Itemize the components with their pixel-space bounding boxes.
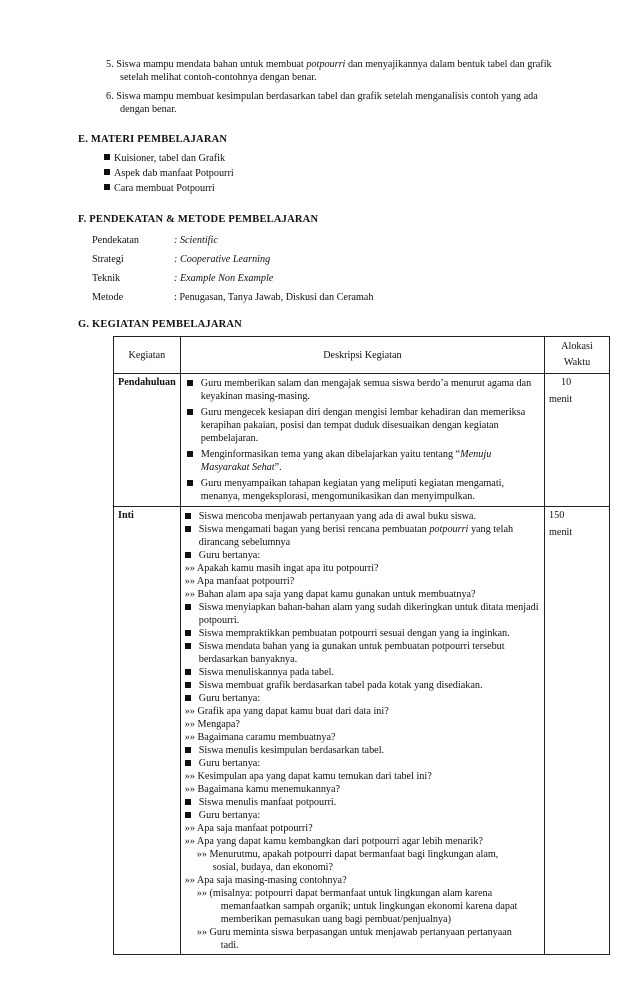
list-item: Guru menyampaikan tahapan kegiatan yang meliputi kegiatan mengamati, menanya, mengeksplorasi, mengomunikasikan dan menyimpulkan. (185, 477, 540, 503)
list-item: Guru mengecek kesiapan diri dengan mengisi lembar kehadiran dan memeriksa kerapihan pakaian, posisi dan tempat duduk disesuaikan dengan kegiatan pembelajaran. (185, 406, 540, 445)
list-item: »» Apa manfaat potpourri? (184, 576, 295, 587)
list-item: memberikan pemasukan uang bagi pembuat/penjualnya) (220, 914, 452, 925)
list-item: »» Guru meminta siswa berpasangan untuk menjawab pertanyaan pertanyaan (196, 927, 512, 938)
bullet-square-icon (185, 669, 191, 675)
deskripsi-inti (180, 507, 544, 955)
bullet-square-icon (185, 630, 191, 636)
materi-item: Kuisioner, tabel dan Grafik (104, 152, 234, 165)
section-f-title: F. PENDEKATAN & METODE PEMBELAJARAN (78, 214, 319, 225)
bullet-square-icon (187, 380, 193, 386)
deskripsi-pendahuluan (180, 374, 544, 507)
bullet-square-icon (185, 695, 191, 701)
list-item: Siswa menuliskannya pada tabel. (185, 666, 540, 679)
bullet-square-icon (104, 184, 110, 190)
bullet-square-icon (187, 451, 193, 457)
pendekatan-table (92, 234, 373, 310)
list-item: »» Bagaimana kamu menemukannya? (184, 784, 341, 795)
bullet-square-icon (185, 812, 191, 818)
list-item: Siswa mempraktikkan pembuatan potpourri sesuai dengan yang ia inginkan. (185, 627, 540, 640)
header-deskripsi: Deskripsi Kegiatan (180, 337, 544, 374)
list-item: »» Kesimpulan apa yang dapat kamu temukan dari tabel ini? (184, 771, 432, 782)
list-item: Siswa menulis manfaat potpourri. (185, 796, 540, 809)
bullet-square-icon (185, 747, 191, 753)
list-item: Siswa mendata bahan yang ia gunakan untuk pembuatan potpourri tersebut berdasarkan banyaknya. (185, 640, 540, 666)
list-item: Siswa menyiapkan bahan-bahan alam yang sudah dikeringkan untuk ditata menjadi potpourri. (185, 601, 540, 627)
list-item: »» Menurutmu, apakah potpourri dapat bermanfaat bagi lingkungan alam, (196, 849, 499, 860)
header-alokasi: Alokasi Waktu (545, 337, 610, 374)
list-item: Siswa membuat grafik berdasarkan tabel pada kotak yang disediakan. (185, 679, 540, 692)
list-item: Siswa mencoba menjawab pertanyaan yang ada di awal buku siswa. (185, 510, 540, 523)
bullet-square-icon (104, 154, 110, 160)
objective-6: 6. Siswa mampu membuat kesimpulan berdasarkan tabel dan grafik setelah menganalisis contoh yang ada dengan benar. (106, 91, 538, 115)
list-item: »» Apa saja manfaat potpourri? (184, 823, 313, 834)
list-item: »» Mengapa? (184, 719, 240, 730)
kegiatan-table (113, 336, 610, 955)
pendekatan-row: Pendekatan : Scientific (92, 235, 218, 246)
list-item: Siswa menulis kesimpulan berdasarkan tabel. (185, 744, 540, 757)
bullet-square-icon (185, 799, 191, 805)
materi-item: Cara membuat Potpourri (104, 182, 234, 195)
label-pendahuluan: Pendahuluan (114, 374, 181, 507)
waktu-inti: 150 menit (545, 507, 610, 955)
list-item: Guru bertanya: (185, 692, 540, 705)
objective-6-number: 6. (106, 91, 114, 102)
bullet-square-icon (185, 643, 191, 649)
bullet-square-icon (185, 604, 191, 610)
list-item: »» (misalnya: potpourri dapat bermanfaat untuk lingkungan alam karena (196, 888, 493, 899)
list-item: Guru bertanya: (185, 549, 540, 562)
table-row-inti (114, 507, 610, 955)
strategi-row: Strategi : Cooperative Learning (92, 254, 271, 265)
objective-5-number: 5. (106, 59, 114, 70)
table-row-pendahuluan (114, 374, 610, 507)
materi-list (104, 152, 234, 195)
list-item: Guru bertanya: (185, 757, 540, 770)
bullet-square-icon (185, 526, 191, 532)
bullet-square-icon (185, 760, 191, 766)
bullet-square-icon (187, 409, 193, 415)
objective-5: 5. Siswa mampu mendata bahan untuk membuat potpourri dan menyajikannya dalam bentuk tabel dan grafik setelah melihat contoh-contohnya dengan benar. (106, 59, 552, 83)
list-item: »» Bahan alam apa saja yang dapat kamu gunakan untuk membuatnya? (184, 589, 476, 600)
bullet-square-icon (185, 513, 191, 519)
teknik-row: Teknik : Example Non Example (92, 273, 274, 284)
list-item: »» Apa saja masing-masing contohnya? (184, 875, 347, 886)
header-kegiatan: Kegiatan (114, 337, 181, 374)
metode-row: Metode : Penugasan, Tanya Jawab, Diskusi dan Ceramah (92, 292, 374, 303)
table-header-row (114, 337, 610, 374)
bullet-square-icon (185, 552, 191, 558)
list-item: Siswa mengamati bagan yang berisi rencana pembuatan potpourri yang telah dirancang sebelumnya (185, 523, 540, 549)
section-g-title: G. KEGIATAN PEMBELAJARAN (78, 319, 242, 330)
bullet-square-icon (104, 169, 110, 175)
bullet-square-icon (187, 480, 193, 486)
list-item: Menginformasikan tema yang akan dibelajarkan yaitu tentang “Menuju Masyarakat Sehat”. (185, 448, 540, 474)
list-item: »» Bagaimana caramu membuatnya? (184, 732, 336, 743)
waktu-pendahuluan: 10 menit (545, 374, 610, 507)
list-item: memanfaatkan sampah organik; untuk lingkungan ekonomi karena dapat (220, 901, 518, 912)
materi-item: Aspek dab manfaat Potpourri (104, 167, 234, 180)
list-item: Guru bertanya: (185, 809, 540, 822)
list-item: sosial, budaya, dan ekonomi? (212, 862, 334, 873)
label-inti: Inti (114, 507, 181, 955)
list-item: »» Apa yang dapat kamu kembangkan dari potpourri agar lebih menarik? (184, 836, 483, 847)
section-e-title: E. MATERI PEMBELAJARAN (78, 134, 228, 145)
list-item: tadi. (220, 940, 239, 951)
list-item: Guru memberikan salam dan mengajak semua siswa berdo’a menurut agama dan keyakinan masing-masing. (185, 377, 540, 403)
bullet-square-icon (185, 682, 191, 688)
list-item: »» Apakah kamu masih ingat apa itu potpourri? (184, 563, 379, 574)
list-item: »» Grafik apa yang dapat kamu buat dari data ini? (184, 706, 389, 717)
